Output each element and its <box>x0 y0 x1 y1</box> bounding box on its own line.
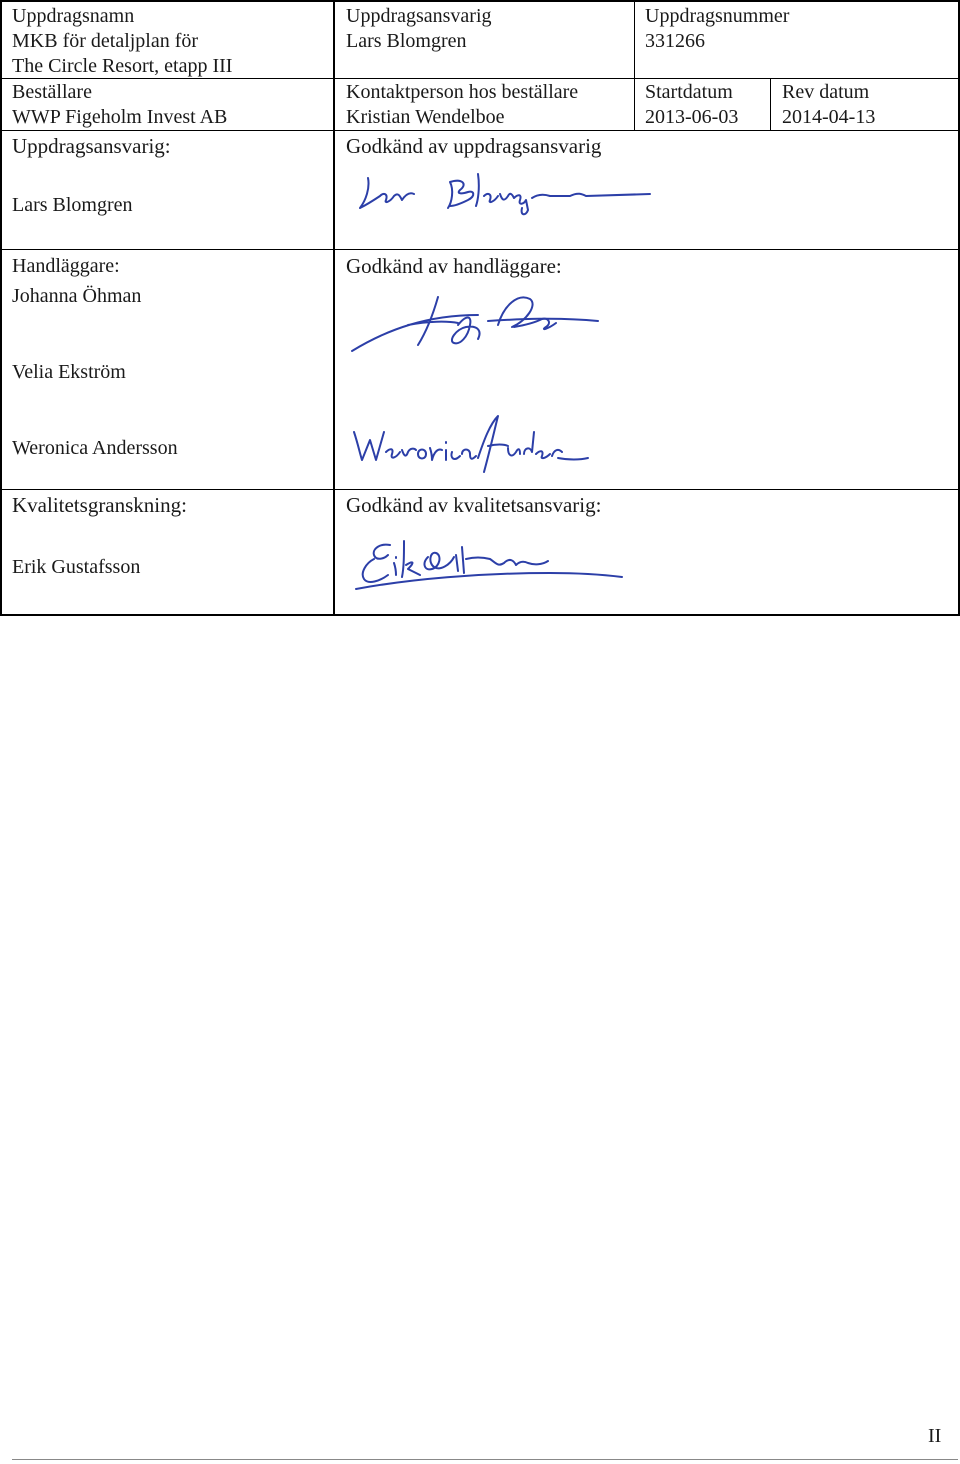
kvalitet-section-name: Erik Gustafsson <box>12 556 141 578</box>
handlaggare-name-2: Velia Ekström <box>12 361 126 383</box>
column-divider-main <box>333 0 335 616</box>
table-border-bottom <box>0 614 960 616</box>
handlaggare-name-1: Johanna Öhman <box>12 285 142 307</box>
footer-rule <box>12 1459 958 1460</box>
table-border-top <box>0 0 960 2</box>
column-divider-right <box>634 0 635 130</box>
kontaktperson-value: Kristian Wendelboe <box>346 106 505 128</box>
kontaktperson-label: Kontaktperson hos beställare <box>346 81 579 103</box>
kvalitet-approval-label: Godkänd av kvalitetsansvarig: <box>346 493 602 517</box>
uppdragsansvarig-label: Uppdragsansvarig <box>346 5 492 27</box>
uppdragsnummer-label: Uppdragsnummer <box>645 5 790 27</box>
table-border-left <box>0 0 2 616</box>
row-divider-3 <box>0 249 960 250</box>
revdatum-label: Rev datum <box>782 81 870 103</box>
signature-lars-blomgren <box>350 160 680 220</box>
startdatum-label: Startdatum <box>645 81 733 103</box>
ansvarig-section-name: Lars Blomgren <box>12 194 133 216</box>
ansvarig-approval-label: Godkänd av uppdragsansvarig <box>346 134 602 158</box>
startdatum-value: 2013-06-03 <box>645 106 739 128</box>
bestallare-value: WWP Figeholm Invest AB <box>12 106 228 128</box>
ansvarig-section-label: Uppdragsansvarig: <box>12 134 171 158</box>
uppdragsnamn-line2: The Circle Resort, etapp III <box>12 55 233 77</box>
signature-erik-gustafsson <box>350 535 630 605</box>
column-divider-dates <box>770 78 771 130</box>
uppdragsansvarig-value: Lars Blomgren <box>346 30 467 52</box>
signature-weronica-andersson <box>348 410 598 490</box>
uppdragsnummer-value: 331266 <box>645 30 705 52</box>
handlaggare-approval-label: Godkänd av handläggare: <box>346 254 562 278</box>
kvalitet-section-label: Kvalitetsgranskning: <box>12 493 187 517</box>
revdatum-value: 2014-04-13 <box>782 106 876 128</box>
signature-johanna-ohman <box>348 285 608 360</box>
handlaggare-name-3: Weronica Andersson <box>12 437 178 459</box>
row-divider-2 <box>0 130 960 131</box>
handlaggare-section-label: Handläggare: <box>12 255 120 277</box>
uppdragsnamn-line1: MKB för detaljplan för <box>12 30 199 52</box>
page-number: II <box>928 1425 942 1447</box>
uppdragsnamn-label: Uppdragsnamn <box>12 5 135 27</box>
bestallare-label: Beställare <box>12 81 92 103</box>
